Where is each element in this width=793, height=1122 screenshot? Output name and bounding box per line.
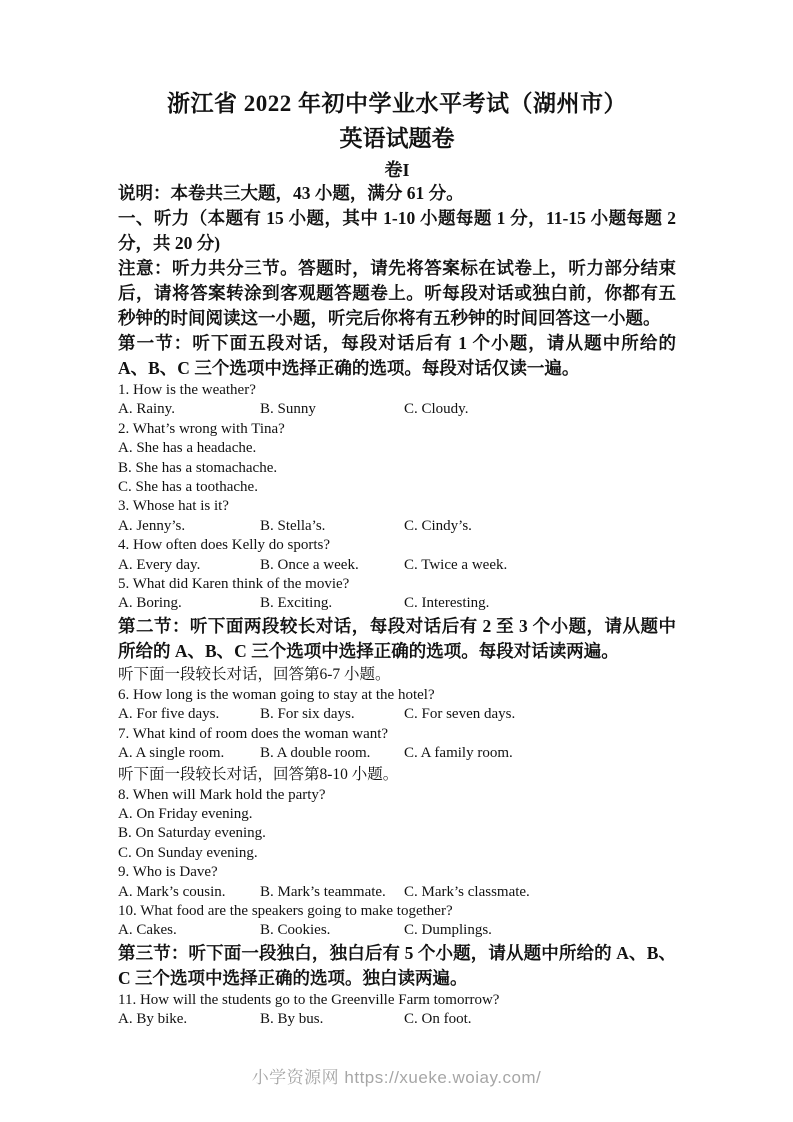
option-c: C. Cloudy.	[404, 401, 469, 418]
option-a: A. Mark’s cousin.	[118, 883, 226, 900]
option-b: B. By bus.	[260, 1011, 324, 1028]
question-7	[118, 725, 676, 764]
question-1	[118, 381, 676, 420]
listening-section-heading: 一、听力（本题有 15 小题，其中 1-10 小题每题 1 分，11-15 小题每题 2 分，共 20 分)	[118, 208, 676, 253]
option-c: C. Mark’s classmate.	[404, 883, 530, 900]
option-a: A. Jenny’s.	[118, 517, 186, 534]
options-stack	[118, 439, 676, 497]
option-a: A. She has a headache.	[118, 440, 257, 457]
question-10	[118, 902, 676, 941]
options-row	[118, 594, 676, 613]
option-c: C. Dumplings.	[404, 922, 492, 939]
exam-subtitle: 英语试题卷	[339, 126, 455, 151]
question-text: 3. Whose hat is it?	[118, 498, 229, 515]
exam-title: 浙江省 2022 年初中学业水平考试（湖州市）	[167, 91, 627, 116]
option-a: A. On Friday evening.	[118, 805, 253, 822]
question-text: 7. What kind of room does the woman want?	[118, 725, 389, 742]
question-text: 10. What food are the speakers going to make together?	[118, 902, 453, 919]
question-text: 8. When will Mark hold the party?	[118, 786, 326, 803]
option-b: B. Stella’s.	[260, 517, 326, 534]
option-b: B. Cookies.	[260, 922, 331, 939]
part1-heading: 第一节：听下面五段对话，每段对话后有 1 个小题，请从题中所给的 A、B、C 三个选项中选择正确的选项。每段对话仅读一遍。	[118, 333, 676, 378]
option-c: C. On Sunday evening.	[118, 844, 258, 861]
question-2	[118, 420, 676, 498]
option-c: C. She has a toothache.	[118, 479, 258, 496]
exam-paper	[118, 88, 676, 1030]
options-row	[118, 744, 676, 763]
option-a: A. Boring.	[118, 595, 182, 612]
option-c: C. For seven days.	[404, 706, 516, 723]
option-a: A. Cakes.	[118, 922, 177, 939]
options-row	[118, 517, 676, 536]
option-b: B. A double room.	[260, 745, 371, 762]
option-a: A. A single room.	[118, 745, 225, 762]
option-b: B. On Saturday evening.	[118, 825, 266, 842]
footer-watermark: 小学资源网 https://xueke.woiay.com/	[251, 1068, 542, 1087]
option-b: B. Sunny	[260, 401, 316, 418]
options-row	[118, 400, 676, 419]
question-5	[118, 575, 676, 614]
options-row	[118, 556, 676, 575]
options-stack	[118, 805, 676, 863]
options-row	[118, 883, 676, 902]
option-a: A. For five days.	[118, 706, 220, 723]
part3-heading: 第三节：听下面一段独白，独白后有 5 个小题，请从题中所给的 A、B、C 三个选项中选择正确的选项。独白读两遍。	[118, 942, 676, 988]
option-a: A. Rainy.	[118, 401, 175, 418]
question-8	[118, 786, 676, 864]
exam-instruction-note: 说明：本卷共三大题，43 小题，满分 61 分。	[118, 183, 464, 203]
options-row	[118, 705, 676, 724]
question-text: 2. What’s wrong with Tina?	[118, 420, 285, 437]
question-3	[118, 497, 676, 536]
volume-label: 卷I	[384, 160, 410, 180]
option-b: B. For six days.	[260, 706, 355, 723]
option-b: B. She has a stomachache.	[118, 459, 278, 476]
dialog-8-10-note: 听下面一段较长对话，回答第8-10 小题。	[118, 765, 399, 783]
option-b: B. Once a week.	[260, 556, 359, 573]
options-row	[118, 921, 676, 940]
question-text: 6. How long is the woman going to stay at the hotel?	[118, 686, 435, 703]
attention-note: 注意：听力共分三节。答题时，请先将答案标在试卷上，听力部分结束后，请将答案转涂到客观题答题卷上。听每段对话或独白前，你都有五秒钟的时间阅读这一小题，听完后你将有五秒钟的时间回答这一小题。	[118, 258, 676, 328]
dialog-6-7-note: 听下面一段较长对话，回答第6-7 小题。	[118, 665, 391, 683]
question-11	[118, 991, 676, 1030]
question-text: 9. Who is Dave?	[118, 864, 218, 881]
question-text: 1. How is the weather?	[118, 382, 256, 398]
options-row	[118, 1010, 676, 1029]
option-c: C. Twice a week.	[404, 556, 508, 573]
option-c: C. Interesting.	[404, 595, 490, 612]
option-c: C. On foot.	[404, 1011, 472, 1028]
question-9	[118, 863, 676, 902]
question-text: 11. How will the students go to the Greenville Farm tomorrow?	[118, 991, 500, 1008]
option-a: A. Every day.	[118, 556, 201, 573]
option-b: B. Exciting.	[260, 595, 333, 612]
option-c: C. A family room.	[404, 745, 513, 762]
part2-heading: 第二节：听下面两段较长对话，每段对话后有 2 至 3 个小题，请从题中所给的 A、B、C 三个选项中选择正确的选项。每段对话读两遍。	[118, 615, 676, 661]
option-b: B. Mark’s teammate.	[260, 883, 386, 900]
question-6	[118, 686, 676, 725]
question-text: 4. How often does Kelly do sports?	[118, 537, 331, 554]
option-a: A. By bike.	[118, 1011, 188, 1028]
question-4	[118, 536, 676, 575]
question-text: 5. What did Karen think of the movie?	[118, 576, 350, 593]
option-c: C. Cindy’s.	[404, 517, 472, 534]
